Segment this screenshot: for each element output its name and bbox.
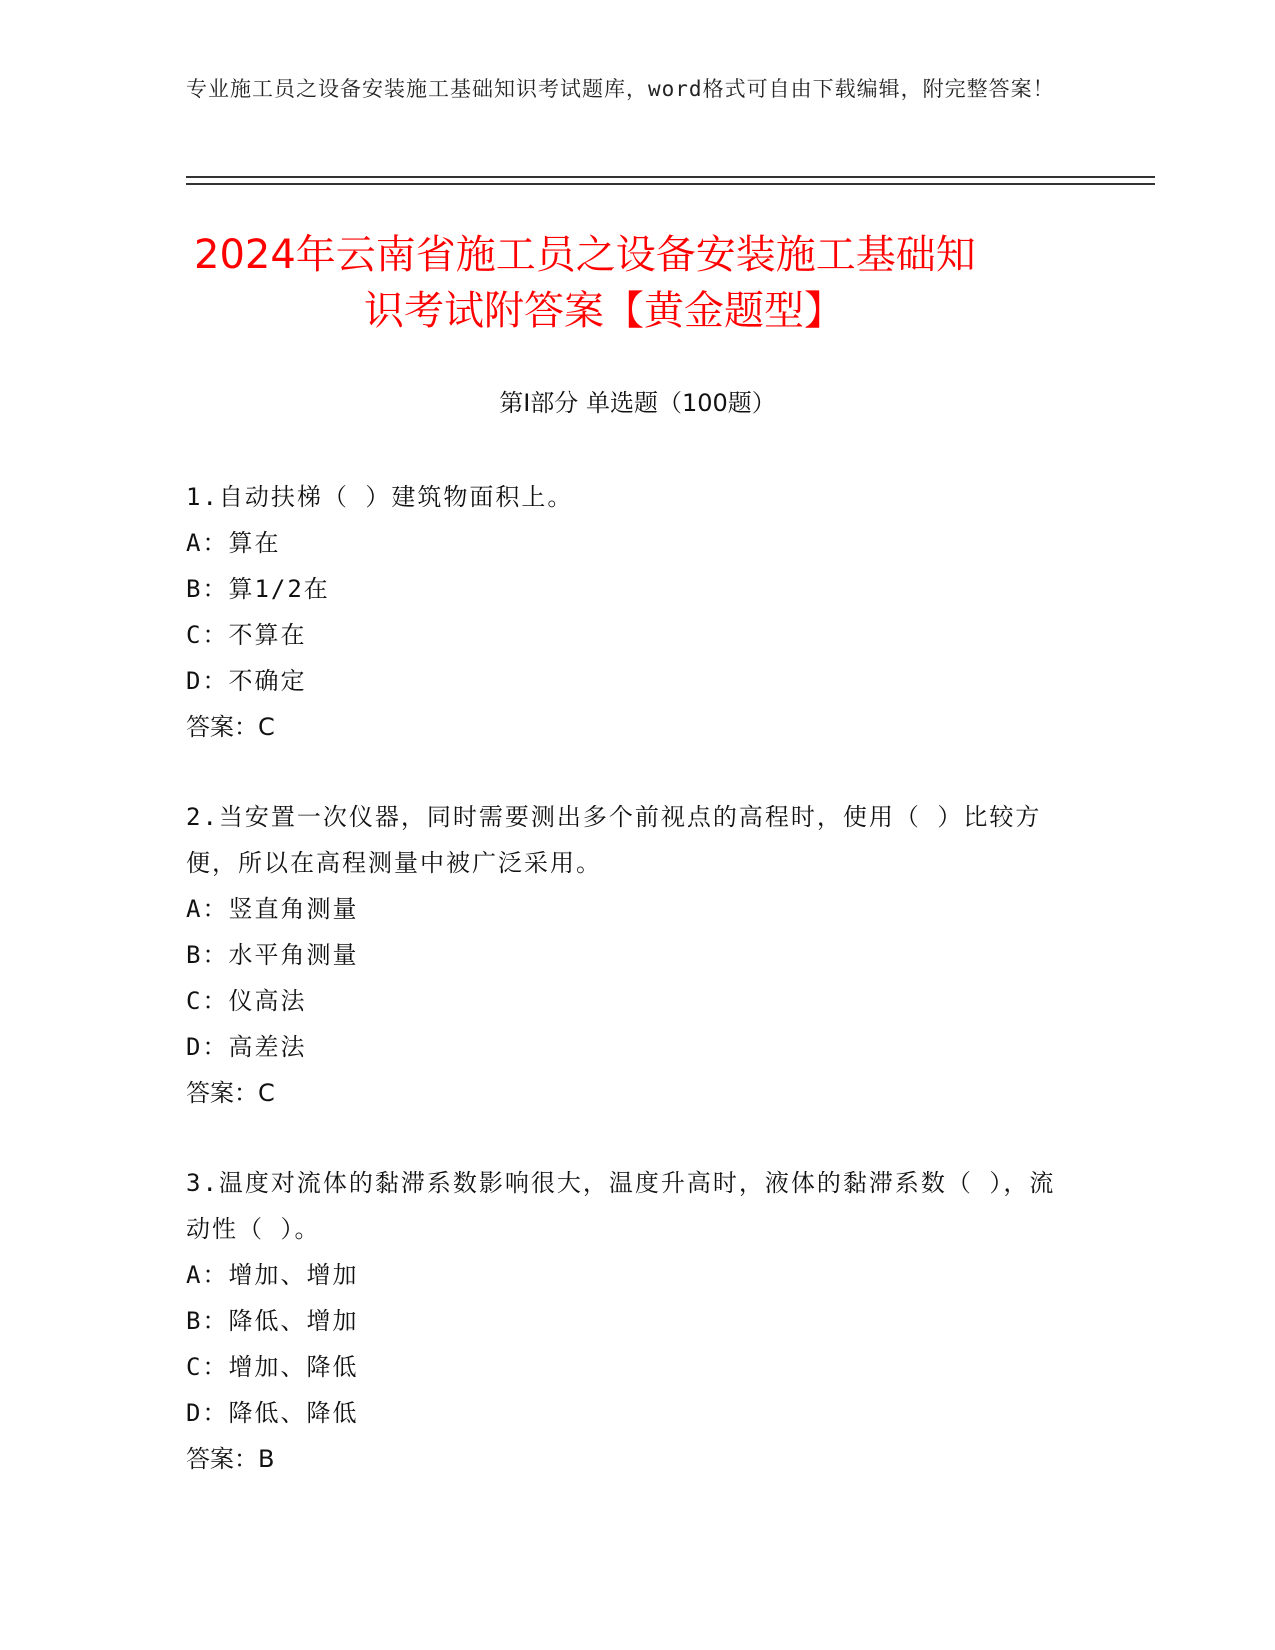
section-heading: 第I部分 单选题（100题） [499,389,776,417]
option-b: B：水平角测量 [186,941,359,969]
option-a: A：算在 [186,529,281,557]
header-note: 专业施工员之设备安装施工基础知识考试题库，word格式可自由下载编辑，附完整答案！ [186,77,1055,101]
header-divider-top [186,176,1155,178]
option-a: A：增加、增加 [186,1261,359,1289]
document-title-line-1: 2024年云南省施工员之设备安装施工基础知 [194,231,976,278]
header-divider-bottom [186,183,1155,185]
question-3 [186,1160,1066,1482]
option-b: B：算1/2在 [186,575,330,603]
answer: 答案：C [186,1079,275,1107]
option-a: A：竖直角测量 [186,895,359,923]
question-stem: 2.当安置一次仪器，同时需要测出多个前视点的高程时，使用（ ）比较方便，所以在高程测量中被广泛采用。 [186,803,1042,877]
option-b: B：降低、增加 [186,1307,359,1335]
option-c: C：增加、降低 [186,1353,359,1381]
option-c: C：不算在 [186,621,307,649]
answer: 答案：C [186,713,275,741]
question-list [186,474,1066,1526]
option-d: D：高差法 [186,1033,307,1061]
option-d: D：不确定 [186,667,307,695]
question-stem: 3.温度对流体的黏滞系数影响很大，温度升高时，液体的黏滞系数（ ），流动性（ ）。 [186,1169,1056,1243]
document-title-line-2: 识考试附答案【黄金题型】 [364,287,844,334]
question-1 [186,474,1066,750]
document-title [186,227,1086,339]
option-c: C：仪高法 [186,987,307,1015]
option-d: D：降低、降低 [186,1399,359,1427]
question-stem: 1.自动扶梯（ ）建筑物面积上。 [186,483,574,511]
answer: 答案：B [186,1445,275,1473]
question-2 [186,794,1066,1116]
